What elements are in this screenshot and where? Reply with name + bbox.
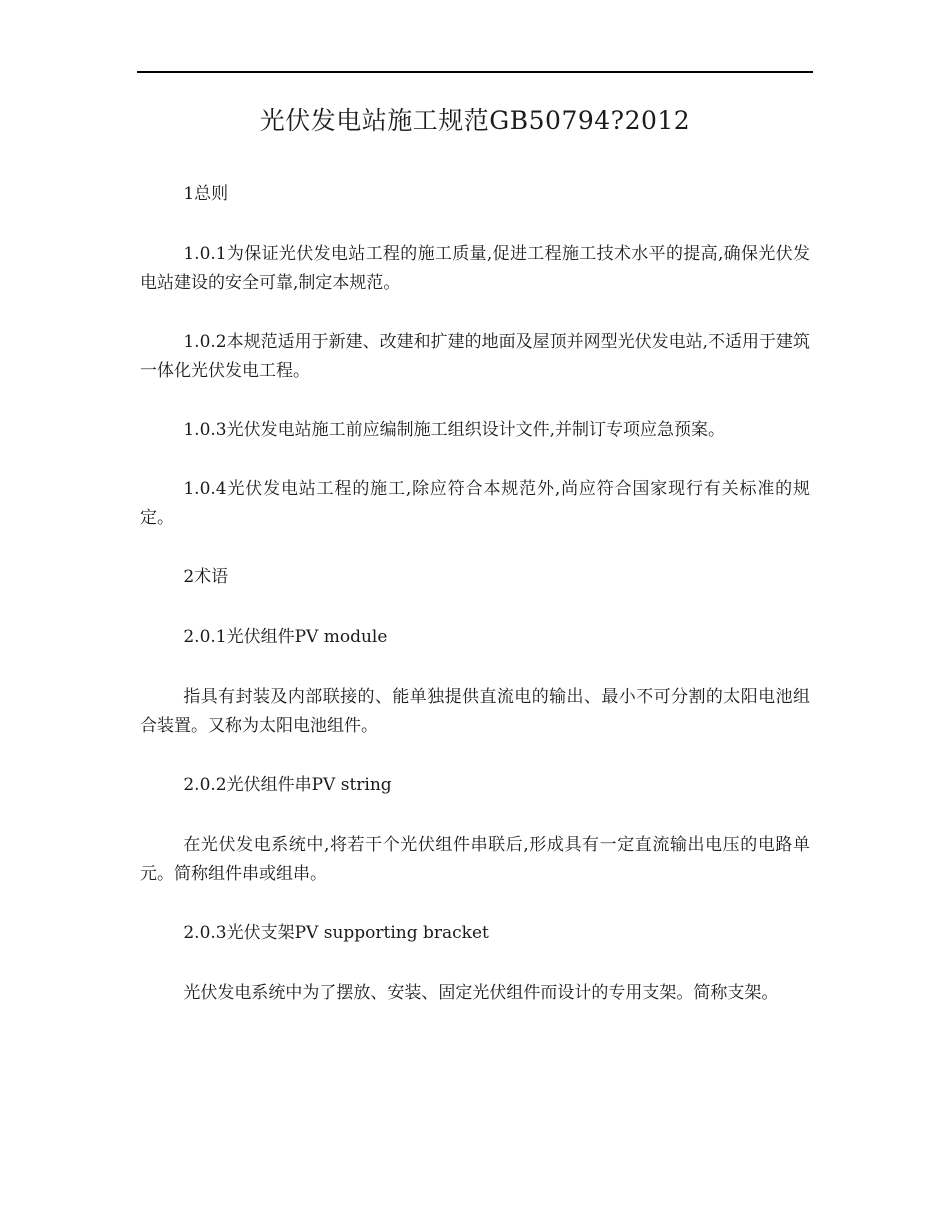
section-heading-terms: 2术语 <box>183 567 229 587</box>
clause-1-0-4: 1.0.4光伏发电站工程的施工,除应符合本规范外,尚应符合国家现行有关标准的规定。 <box>140 479 810 528</box>
term-2-0-1-definition: 指具有封装及内部联接的、能单独提供直流电的输出、最小不可分割的太阳电池组合装置。又称为太阳电池组件。 <box>140 687 810 736</box>
term-2-0-3-heading: 2.0.3光伏支架PV supporting bracket <box>183 923 489 943</box>
section-heading-general: 1总则 <box>183 184 229 204</box>
document-title: 光伏发电站施工规范GB50794?2012 <box>259 106 691 135</box>
clause-1-0-3: 1.0.3光伏发电站施工前应编制施工组织设计文件,并制订专项应急预案。 <box>183 420 726 440</box>
clause-1-0-1: 1.0.1为保证光伏发电站工程的施工质量,促进工程施工技术水平的提高,确保光伏发电站建设的安全可靠,制定本规范。 <box>140 244 810 293</box>
clause-1-0-2: 1.0.2本规范适用于新建、改建和扩建的地面及屋顶并网型光伏发电站,不适用于建筑一体化光伏发电工程。 <box>140 332 811 381</box>
document-body <box>140 180 810 1038</box>
term-2-0-1-heading: 2.0.1光伏组件PV module <box>183 627 388 647</box>
term-2-0-3-definition: 光伏发电系统中为了摆放、安装、固定光伏组件而设计的专用支架。简称支架。 <box>183 983 779 1003</box>
term-2-0-2-heading: 2.0.2光伏组件串PV string <box>183 775 392 795</box>
term-2-0-2-definition: 在光伏发电系统中,将若干个光伏组件串联后,形成具有一定直流输出电压的电路单元。简称组件串或组串。 <box>140 835 810 884</box>
header-rule <box>137 71 813 73</box>
